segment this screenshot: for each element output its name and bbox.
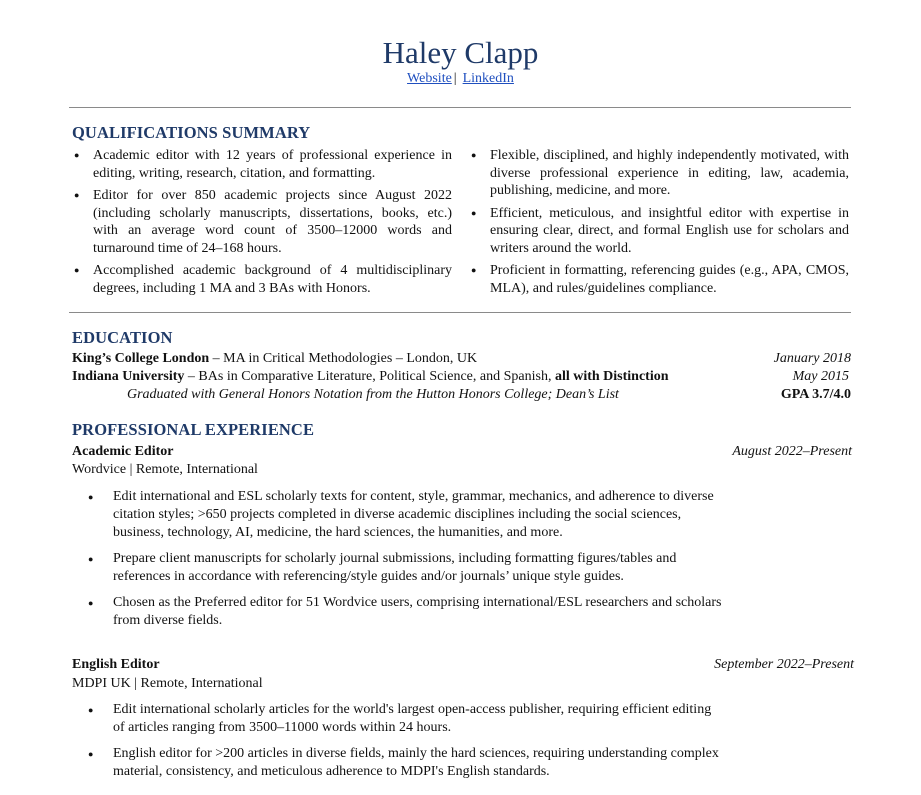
qualification-item: ● Accomplished academic background of 4 multidisciplinary degrees, including 1 MA and 3 BAs with Honors. xyxy=(72,262,452,297)
candidate-name: Haley Clapp xyxy=(382,35,539,70)
experience-heading: PROFESSIONAL EXPERIENCE xyxy=(72,420,315,439)
education-date: May 2015 xyxy=(792,369,849,384)
qualification-item: ● Academic editor with 12 years of professional experience in editing, writing, research, citation, and formatting. xyxy=(72,147,452,182)
school-name: Indiana University xyxy=(72,369,185,384)
qualifications-right-column xyxy=(469,147,849,302)
qualification-item: ● Proficient in formatting, referencing guides (e.g., APA, CMOS, MLA), and rules/guidelines compliance. xyxy=(469,262,849,297)
education-date: January 2018 xyxy=(773,351,851,366)
gpa: GPA 3.7/4.0 xyxy=(780,387,851,402)
distinction-note: all with Distinction xyxy=(554,369,669,384)
job-bullet: ● Chosen as the Preferred editor for 51 Wordvice users, comprising international/ESL researchers and scholars from diverse fields. xyxy=(91,594,725,630)
job-date: September 2022–Present xyxy=(714,657,854,672)
job-bullet: ● Edit international and ESL scholarly texts for content, style, grammar, mechanics, and adherence to diverse citation styles; >650 projects completed in diverse academic disciplines including the social sciences, business, technology, AI, medicine, the hard sciences, the humanities, and more. xyxy=(91,488,725,542)
header-divider xyxy=(69,107,851,108)
school-name: King’s College London xyxy=(72,351,210,366)
job-organization: MDPI UK | Remote, International xyxy=(72,676,263,691)
job-bullets xyxy=(91,701,725,789)
qualifications-heading: QUALIFICATIONS SUMMARY xyxy=(72,123,311,142)
contact-links xyxy=(0,70,921,88)
job-bullet: ● Prepare client manuscripts for scholarly journal submissions, including formatting figures/tables and references in accordance with referencing/style guides and/or journals’ unique style guides. xyxy=(91,550,725,586)
job-bullets xyxy=(91,488,725,638)
job-title: Academic Editor xyxy=(72,444,174,459)
education-heading: EDUCATION xyxy=(72,328,173,347)
job-date: August 2022–Present xyxy=(732,444,852,459)
job-bullet: ● Edit international scholarly articles for the world's largest open-access publisher, requiring efficient editing of articles ranging from 3500–11000 words within 24 hours. xyxy=(91,701,725,737)
degree-detail: – BAs in Comparative Literature, Political Science, and Spanish, xyxy=(184,369,555,384)
job-title: English Editor xyxy=(72,657,160,672)
qualifications-divider xyxy=(69,312,851,313)
qualification-item: ● Efficient, meticulous, and insightful editor with expertise in ensuring clear, direct, and formal English use for scholars and writers around the world. xyxy=(469,205,849,258)
link-separator: | xyxy=(453,71,457,86)
job-bullet: ● English editor for >200 articles in diverse fields, mainly the hard sciences, requiring understanding complex material, consistency, and meticulous adherence to MDPI's English standards. xyxy=(91,745,725,781)
qualification-item: ● Editor for over 850 academic projects since August 2022 (including scholarly manuscripts, dissertations, books, etc.) with an average word count of 3500–12000 words and turnaround time of 24–168 hours. xyxy=(72,187,452,257)
linkedin-link[interactable]: LinkedIn xyxy=(462,71,514,86)
honors-note: Graduated with General Honors Notation from the Hutton Honors College; Dean’s List xyxy=(127,387,619,402)
website-link[interactable]: Website xyxy=(407,71,452,86)
qualification-item: ● Flexible, disciplined, and highly independently motivated, with diverse professional experience in editing, law, academia, publishing, medicine, and more. xyxy=(469,147,849,200)
qualifications-left-column xyxy=(72,147,452,302)
degree-detail: – MA in Critical Methodologies – London, UK xyxy=(209,351,478,366)
job-organization: Wordvice | Remote, International xyxy=(72,462,258,477)
